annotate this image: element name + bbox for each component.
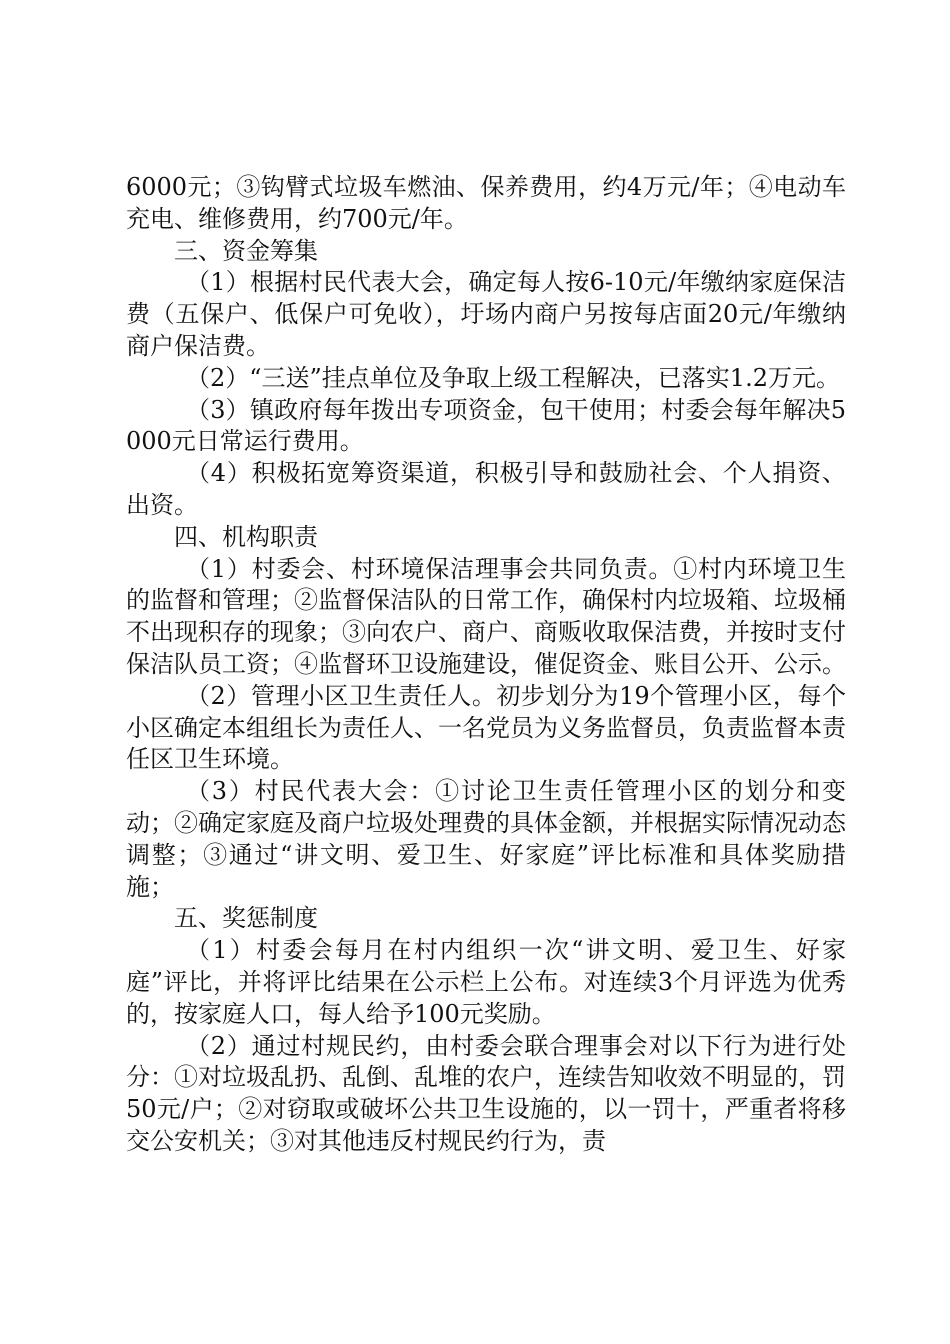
section-heading-duties: 四、机构职责 [174,522,318,551]
section-heading-funding: 三、资金筹集 [174,236,318,265]
duties-item-1: （1）村委会、村环境保洁理事会共同负责。①村内环境卫生的监督和管理；②监督保洁队的日常工作，确保村内垃圾箱、垃圾桶不出现积存的现象；③向农户、商户、商贩收取保洁费，并按时支付保洁队员工资；④监督环卫设施建设，催促资金、账目公开、公示。 [126,554,846,678]
section-heading-rewards: 五、奖惩制度 [174,904,318,933]
rewards-item-2: （2）通过村规民约，由村委会联合理事会对以下行为进行处分：①对垃圾乱扔、乱倒、乱堆的农户，连续告知收效不明显的，罚50元/户；②对窃取或破坏公共卫生设施的，以一罚十，严重者将移交公安机关；③对其他违反村规民约行为，责 [126,1031,846,1155]
rewards-item-1: （1）村委会每月在村内组织一次“讲文明、爱卫生、好家庭”评比，并将评比结果在公示栏上公布。对连续3个月评选为优秀的，按家庭人口，每人给予100元奖励。 [126,936,846,1028]
funding-item-1: （1）根据村民代表大会，确定每人按6-10元/年缴纳家庭保洁费（五保户、低保户可免收），圩场内商户另按每店面20元/年缴纳商户保洁费。 [126,268,846,360]
paragraph-continuation: 6000元；③钩臂式垃圾车燃油、保养费用，约4万元/年；④电动车充电、维修费用，约700元/年。 [126,173,846,233]
duties-item-3: （3）村民代表大会：①讨论卫生责任管理小区的划分和变动；②确定家庭及商户垃圾处理费的具体金额，并根据实际情况动态调整；③通过“讲文明、爱卫生、好家庭”评比标准和具体奖励措施； [126,777,846,901]
document-body [126,172,846,1158]
funding-item-4: （4）积极拓宽筹资渠道，积极引导和鼓励社会、个人捐资、出资。 [126,459,846,519]
funding-item-3: （3）镇政府每年拨出专项资金，包干使用；村委会每年解决5000元日常运行费用。 [126,395,846,456]
funding-item-2: （2）“三送”挂点单位及争取上级工程解决，已落实1.2万元。 [186,363,840,392]
duties-item-2: （2）管理小区卫生责任人。初步划分为19个管理小区，每个小区确定本组组长为责任人、一名党员为义务监督员，负责监督本责任区卫生环境。 [126,681,846,774]
